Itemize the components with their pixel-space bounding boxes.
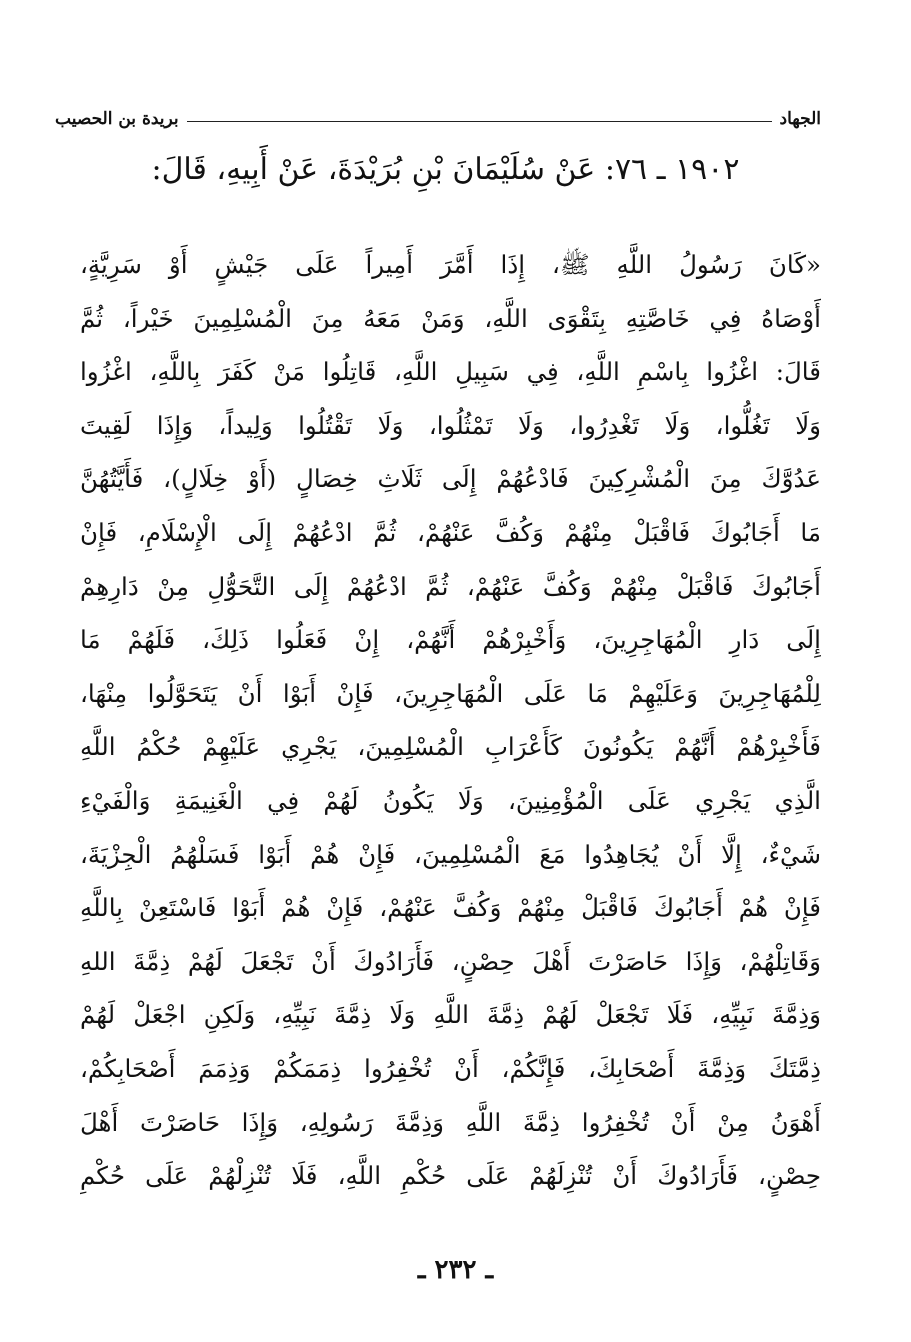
text-line: قَالَ: اغْزُوا بِاسْمِ اللَّهِ، فِي سَبِيلِ اللَّهِ، قَاتِلُوا مَنْ كَفَرَ بِاللَّهِ، اغْزُوا <box>80 357 821 387</box>
hadith-heading: ١٩٠٢ ـ ٧٦: عَنْ سُلَيْمَانَ بْنِ بُرَيْدَةَ، عَنْ أَبِيهِ، قَالَ: <box>151 152 740 187</box>
text-line: إِلَى دَارِ الْمُهَاجِرِينَ، وَأَخْبِرْهُمْ أَنَّهُمْ، إِنْ فَعَلُوا ذَلِكَ، فَلَهُمْ مَا <box>80 625 821 655</box>
text-line: «كَانَ رَسُولُ اللَّهِ ﷺ، إِذَا أَمَّرَ أَمِيراً عَلَى جَيْشٍ أَوْ سَرِيَّةٍ، <box>80 250 821 279</box>
text-line: وَلَا تَغُلُّوا، وَلَا تَغْدِرُوا، وَلَا تَمْثُلُوا، وَلَا تَقْتُلُوا وَلِيداً، وَإِذَا لَقِيتَ <box>80 410 821 440</box>
text-line: وَقَاتِلْهُمْ، وَإِذَا حَاصَرْتَ أَهْلَ حِصْنٍ، فَأَرَادُوكَ أَنْ تَجْعَلَ لَهُمْ ذِمَّةَ اللهِ <box>80 946 821 976</box>
text-line: حِصْنٍ، فَأَرَادُوكَ أَنْ تُنْزِلَهُمْ عَلَى حُكْمِ اللَّهِ، فَلَا تُنْزِلْهُمْ عَلَى حُكْمِ <box>80 1161 821 1191</box>
text-line: أَجَابُوكَ فَاقْبَلْ مِنْهُمْ وَكُفَّ عَنْهُمْ، ثُمَّ ادْعُهُمْ إِلَى التَّحَوُّلِ مِنْ دَارِهِمْ <box>80 571 821 601</box>
text-line: الَّذِي يَجْرِي عَلَى الْمُؤْمِنِينَ، وَلَا يَكُونُ لَهُمْ فِي الْغَنِيمَةِ وَالْفَيْءِ <box>80 785 821 815</box>
running-header <box>55 104 821 134</box>
narrator-title: بريدة بن الحصيب <box>55 109 179 129</box>
text-line: وَذِمَّةَ نَبِيِّهِ، فَلَا تَجْعَلْ لَهُمْ ذِمَّةَ اللَّهِ وَلَا ذِمَّةَ نَبِيِّهِ، وَلَكِنِ اجْعَلْ لَهُمْ <box>80 1000 821 1030</box>
text-line: فَأَخْبِرْهُمْ أَنَّهُمْ يَكُونُونَ كَأَعْرَابِ الْمُسْلِمِينَ، يَجْرِي عَلَيْهِمْ حُكْمُ اللَّهِ <box>80 732 821 762</box>
text-line: شَيْءٌ، إِلَّا أَنْ يُجَاهِدُوا مَعَ الْمُسْلِمِينَ، فَإِنْ هُمْ أَبَوْا فَسَلْهُمُ الْجِزْيَةَ، <box>80 839 821 869</box>
text-line: ذِمَّتَكَ وَذِمَّةَ أَصْحَابِكَ، فَإِنَّكُمْ، أَنْ تُخْفِرُوا ذِمَمَكُمْ وَذِمَمَ أَصْحَابِكُمْ، <box>80 1053 821 1083</box>
text-line: فَإِنْ هُمْ أَجَابُوكَ فَاقْبَلْ مِنْهُمْ وَكُفَّ عَنْهُمْ، فَإِنْ هُمْ أَبَوْا فَاسْتَعِنْ بِاللَّهِ <box>80 893 821 923</box>
text-line: أَوْصَاهُ فِي خَاصَّتِهِ بِتَقْوَى اللَّهِ، وَمَنْ مَعَهُ مِنَ الْمُسْلِمِينَ خَيْراً، ثُمَّ <box>80 303 821 333</box>
text-line: لِلْمُهَاجِرِينَ وَعَلَيْهِمْ مَا عَلَى الْمُهَاجِرِينَ، فَإِنْ أَبَوْا أَنْ يَتَحَوَّلُوا مِنْهَا، <box>80 678 821 708</box>
text-line: عَدُوَّكَ مِنَ الْمُشْرِكِينَ فَادْعُهُمْ إِلَى ثَلَاثِ خِصَالٍ (أَوْ خِلَالٍ)، فَأَيَّتُهُنَّ <box>80 464 821 494</box>
header-rule <box>187 121 772 122</box>
hadith-text <box>80 238 821 1203</box>
page-number: ـ ٢٣٢ ـ <box>417 1255 494 1285</box>
text-line: أَهْوَنُ مِنْ أَنْ تُخْفِرُوا ذِمَّةَ اللَّهِ وَذِمَّةَ رَسُولِهِ، وَإِذَا حَاصَرْتَ أَهْلَ <box>80 1107 821 1137</box>
chapter-title: الجهاد <box>779 109 821 129</box>
text-line: مَا أَجَابُوكَ فَاقْبَلْ مِنْهُمْ وَكُفَّ عَنْهُمْ، ثُمَّ ادْعُهُمْ إِلَى الْإِسْلَامِ، فَإِنْ <box>80 517 821 547</box>
